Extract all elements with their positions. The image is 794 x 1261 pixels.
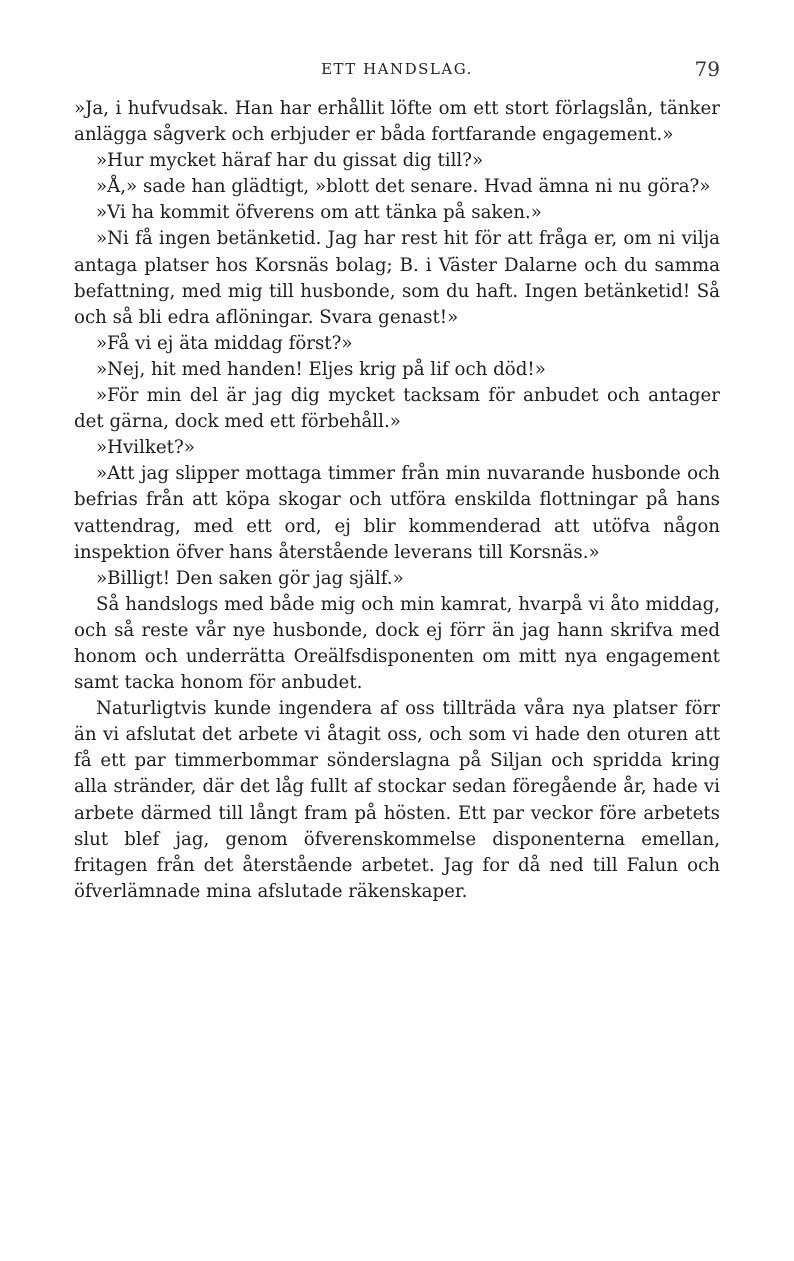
paragraph: »Hvilket?» <box>96 437 195 459</box>
paragraph: »Ni få ingen betänketid. Jag har rest hit för att fråga er, om ni vilja antaga platser hos Korsnäs bolag; B. i Väster Dalarne och du samma befattning, med mig till husbonde, som du haft. Ingen betänketid! Så och så bli edra aflöningar. Svara genast!» <box>74 228 720 328</box>
paragraph: »Å,» sade han glädtigt, »blott det senare. Hvad ämna ni nu göra?» <box>96 176 711 198</box>
paragraph: »Billigt! Den saken gör jag själf.» <box>96 567 404 589</box>
running-head <box>74 57 720 84</box>
page-number: 79 <box>694 57 720 81</box>
body-text <box>74 96 720 905</box>
paragraph: »Vi ha kommit öfverens om att tänka på saken.» <box>96 202 542 224</box>
paragraph: Naturligtvis kunde ingendera af oss tillträda våra nya platser förr än vi afslutat det arbete vi åtagit oss, och som vi hade den oturen att få ett par timmerbommar sönderslagna på Siljan och spridda kring alla stränder, där det låg fullt af stockar sedan föregående år, hade vi arbete därmed till långt fram på hösten. Ett par veckor före arbetets slut blef jag, genom öfverenskommelse disponenterna emellan, fritagen från det återstående arbetet. Jag for då ned till Falun och öfverlämnade mina afslutade räkenskaper. <box>74 698 720 902</box>
running-title: ETT HANDSLAG. <box>321 60 473 78</box>
paragraph: »Nej, hit med handen! Eljes krig på lif och död!» <box>96 358 546 380</box>
paragraph: »Få vi ej äta middag först?» <box>96 332 353 354</box>
paragraph: Så handslogs med både mig och min kamrat, hvarpå vi åto middag, och så reste vår nye husbonde, dock ej förr än jag hann skrifva med honom och underrätta Oreälfsdisponenten om mitt nya engagement samt tacka honom för anbudet. <box>74 593 720 694</box>
paragraph: »Ja, i hufvudsak. Han har erhållit löfte om ett stort förlagslån, tänker anlägga sågverk och erbjuder er båda fortfarande engagement.» <box>74 98 720 146</box>
paragraph: »För min del är jag dig mycket tacksam för anbudet och antager det gärna, dock med ett förbehåll.» <box>74 385 720 433</box>
paragraph: »Hur mycket häraf har du gissat dig till?» <box>96 150 484 172</box>
paragraph: »Att jag slipper mottaga timmer från min nuvarande husbonde och befrias från att köpa skogar och utföra enskilda flottningar på hans vattendrag, med ett ord, ej blir kommenderad att utöfva någon inspektion öfver hans återstående leverans till Korsnäs.» <box>74 463 720 563</box>
